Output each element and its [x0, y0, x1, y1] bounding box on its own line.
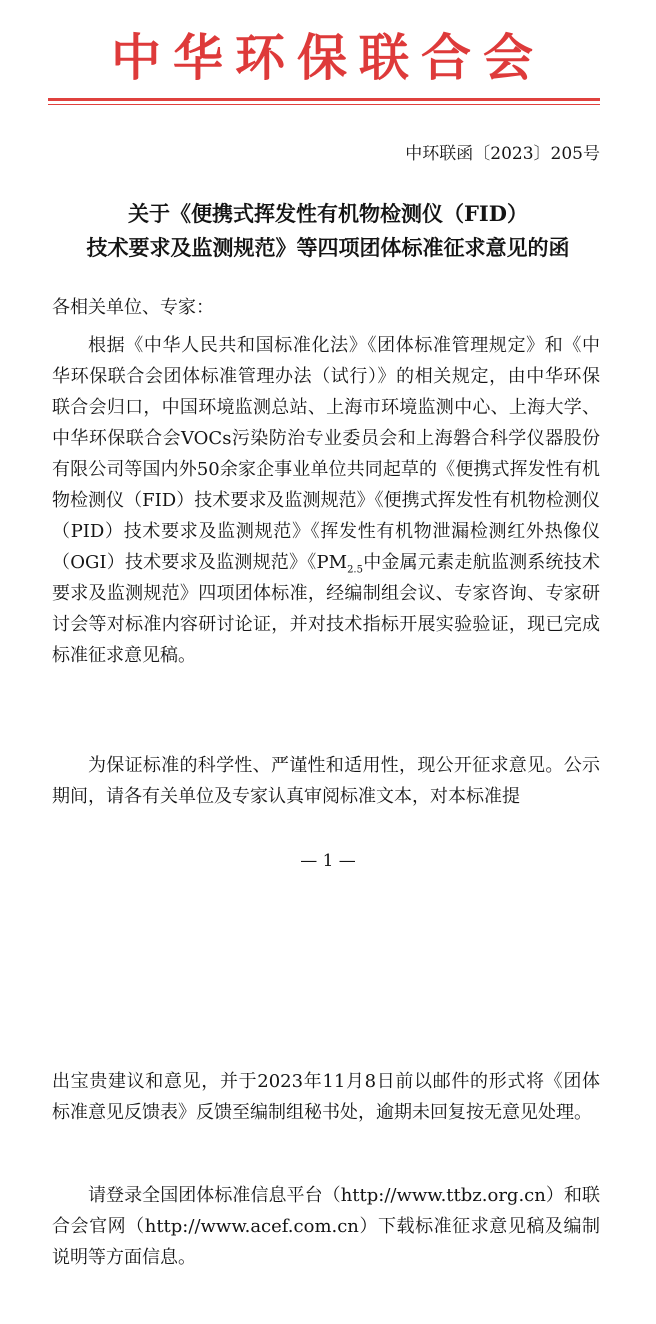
letterhead-org-name: 中华环保联合会 [111, 28, 545, 87]
body-paragraph-1 [52, 330, 600, 671]
page-number: — 1 — [300, 851, 356, 871]
body-paragraph-2-page-1: 为保证标准的科学性、严谨性和适用性，现公开征求意见。公示期间，请各有关单位及专家认真审阅标准文本，对本标准提 [52, 755, 600, 807]
letterhead-rule-thick [48, 98, 600, 101]
title-line-2: 技术要求及监测规范》等四项团体标准征求意见的函 [86, 235, 570, 260]
title-line-1: 关于《便携式挥发性有机物检测仪（FID） [128, 201, 528, 226]
body-paragraph-1-part2: 中金属元素走航监测系统技术要求及监测规范》四项团体标准，经编制组会议、专家咨询、专家研讨会等对标准内容研讨论证，并对技术指标开展实验验证，现已完成标准征求意见稿。 [52, 552, 600, 666]
body-paragraph-3: 请登录全国团体标准信息平台（http://www.ttbz.org.cn）和联合会官网（http://www.acef.com.cn）下载标准征求意见稿及编制说明等方面信息。 [52, 1185, 600, 1268]
document-number: 中环联函〔2023〕205号 [405, 144, 600, 164]
letterhead-rule-thin [48, 104, 600, 105]
body-paragraph-1-part1: 根据《中华人民共和国标准化法》《团体标准管理规定》和《中华环保联合会团体标准管理办法（试行）》的相关规定，由中华环保联合会归口，中国环境监测总站、上海市环境监测中心、上海大学、中华环保联合会VOCs污染防治专业委员会和上海磐合科学仪器股份有限公司等国内外50余家企事业单位共同起草的《便携式挥发性有机物检测仪（FID）技术要求及监测规范》《便携式挥发性有机物检测仪（PID）技术要求及监测规范》《挥发性有机物泄漏检测红外热像仪（OGI）技术要求及监测规范》《PM [52, 335, 600, 573]
body-paragraph-2-page-2: 出宝贵建议和意见，并于2023年11月8日前以邮件的形式将《团体标准意见反馈表》反馈至编制组秘书处，逾期未回复按无意见处理。 [52, 1071, 600, 1123]
pm-subscript: 2.5 [347, 564, 363, 576]
salutation: 各相关单位、专家： [52, 297, 214, 318]
